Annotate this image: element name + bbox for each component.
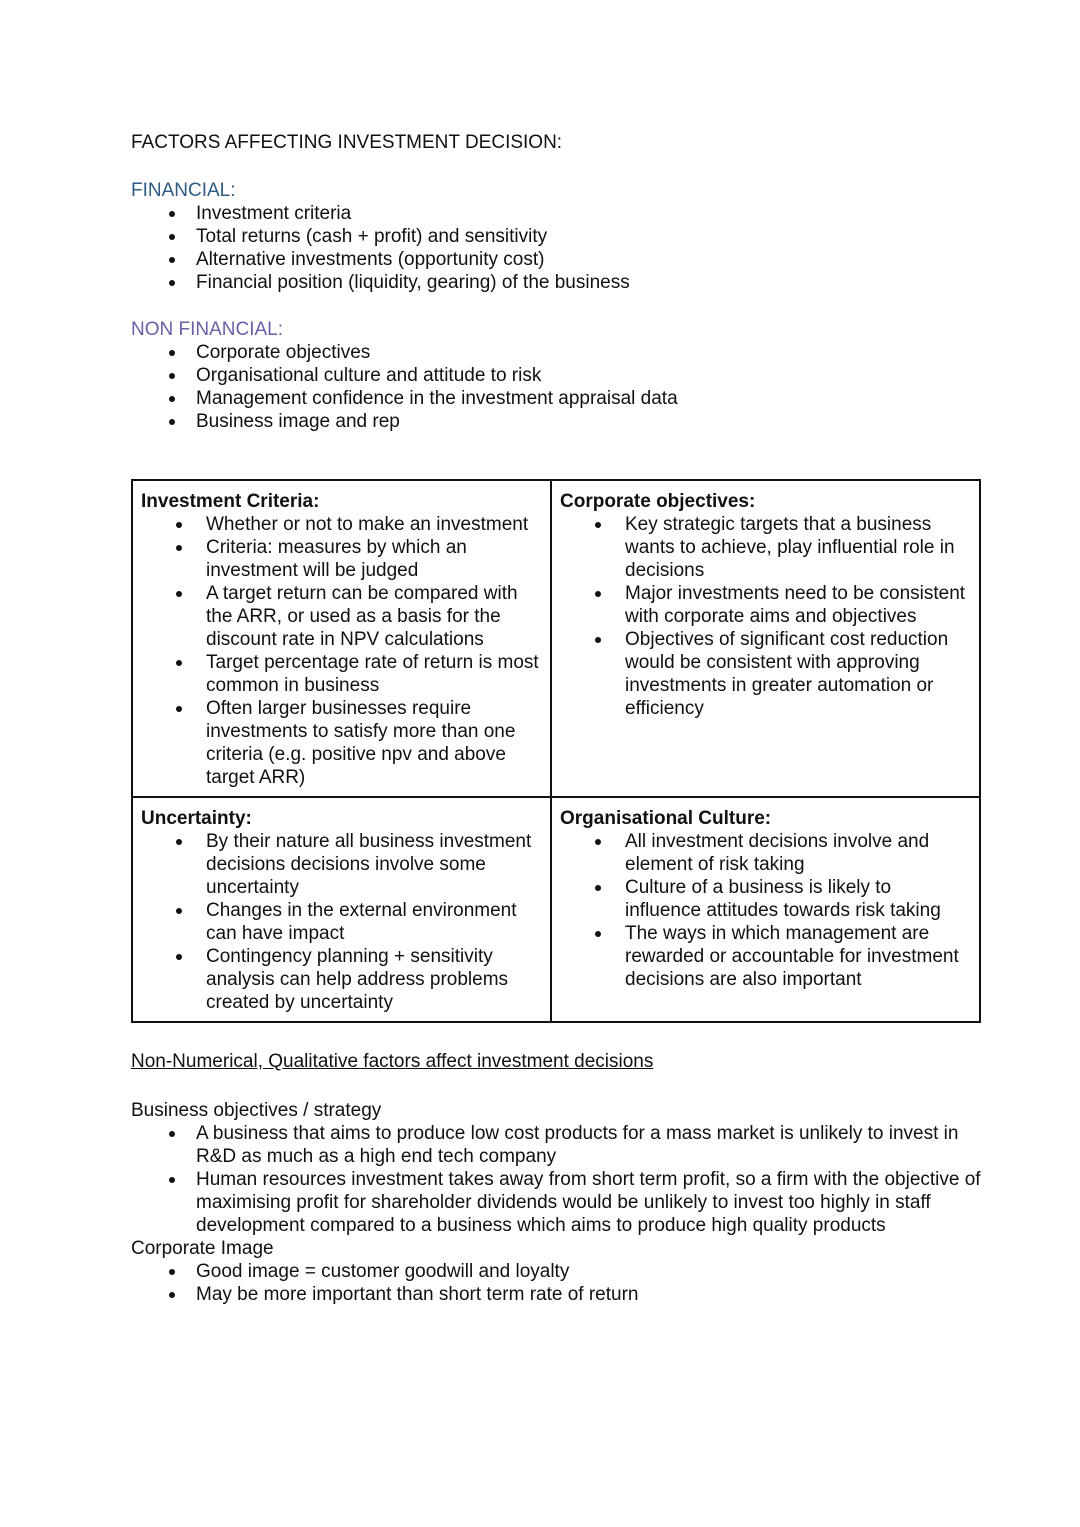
list-item: All investment decisions involve and element of risk taking <box>560 830 971 876</box>
list-item: Corporate objectives <box>131 341 981 364</box>
list-item: Good image = customer goodwill and loyalty <box>131 1260 981 1283</box>
list-item: Culture of a business is likely to influence attitudes towards risk taking <box>560 876 971 922</box>
corporate-image-heading: Corporate Image <box>131 1238 274 1259</box>
investment-criteria-cell <box>132 480 551 797</box>
cell-title: Investment Criteria: <box>141 491 320 512</box>
cell-title: Corporate objectives: <box>560 491 756 512</box>
corporate-objectives-list <box>560 513 971 720</box>
list-item: Human resources investment takes away from short term profit, so a firm with the objective of maximising profit for shareholder dividends would be unlikely to invest too highly in staff development compared to a business which aims to produce high quality products <box>131 1168 981 1237</box>
list-item: A business that aims to produce low cost products for a mass market is unlikely to invest in R&D as much as a high end tech company <box>131 1122 981 1168</box>
list-item: Total returns (cash + profit) and sensitivity <box>131 225 981 248</box>
financial-list <box>131 202 981 294</box>
cell-title: Uncertainty: <box>141 808 252 829</box>
list-item: By their nature all business investment decisions decisions involve some uncertainty <box>141 830 542 899</box>
page-title: FACTORS AFFECTING INVESTMENT DECISION: <box>131 132 563 153</box>
table-row <box>132 480 980 797</box>
cell-title: Organisational Culture: <box>560 808 772 829</box>
list-item: Objectives of significant cost reduction would be consistent with approving investments in greater automation or efficiency <box>560 628 971 720</box>
organisational-culture-list <box>560 830 971 991</box>
non-financial-list <box>131 341 981 433</box>
non-financial-heading: NON FINANCIAL: <box>131 319 284 340</box>
list-item: Contingency planning + sensitivity analysis can help address problems created by uncertainty <box>141 945 542 1014</box>
factors-table <box>131 479 981 1023</box>
list-item: Criteria: measures by which an investment will be judged <box>141 536 542 582</box>
qualitative-heading: Non-Numerical, Qualitative factors affect investment decisions <box>131 1051 654 1072</box>
financial-heading: FINANCIAL: <box>131 180 236 201</box>
organisational-culture-cell <box>551 797 980 1022</box>
list-item: Management confidence in the investment appraisal data <box>131 387 981 410</box>
table-row <box>132 797 980 1022</box>
list-item: May be more important than short term rate of return <box>131 1283 981 1306</box>
corporate-objectives-cell <box>551 480 980 797</box>
investment-criteria-list <box>141 513 542 789</box>
list-item: Alternative investments (opportunity cost) <box>131 248 981 271</box>
list-item: Financial position (liquidity, gearing) of the business <box>131 271 981 294</box>
list-item: Business image and rep <box>131 410 981 433</box>
business-objectives-heading: Business objectives / strategy <box>131 1100 382 1121</box>
corporate-image-list <box>131 1260 981 1306</box>
list-item: Whether or not to make an investment <box>141 513 542 536</box>
list-item: Key strategic targets that a business wants to achieve, play influential role in decisions <box>560 513 971 582</box>
list-item: Changes in the external environment can have impact <box>141 899 542 945</box>
list-item: Major investments need to be consistent with corporate aims and objectives <box>560 582 971 628</box>
list-item: Often larger businesses require investments to satisfy more than one criteria (e.g. positive npv and above target ARR) <box>141 697 542 789</box>
document-page <box>131 131 981 1306</box>
list-item: Organisational culture and attitude to risk <box>131 364 981 387</box>
list-item: The ways in which management are rewarded or accountable for investment decisions are also important <box>560 922 971 991</box>
uncertainty-list <box>141 830 542 1014</box>
uncertainty-cell <box>132 797 551 1022</box>
list-item: Target percentage rate of return is most common in business <box>141 651 542 697</box>
list-item: Investment criteria <box>131 202 981 225</box>
list-item: A target return can be compared with the ARR, or used as a basis for the discount rate in NPV calculations <box>141 582 542 651</box>
business-objectives-list <box>131 1122 981 1237</box>
